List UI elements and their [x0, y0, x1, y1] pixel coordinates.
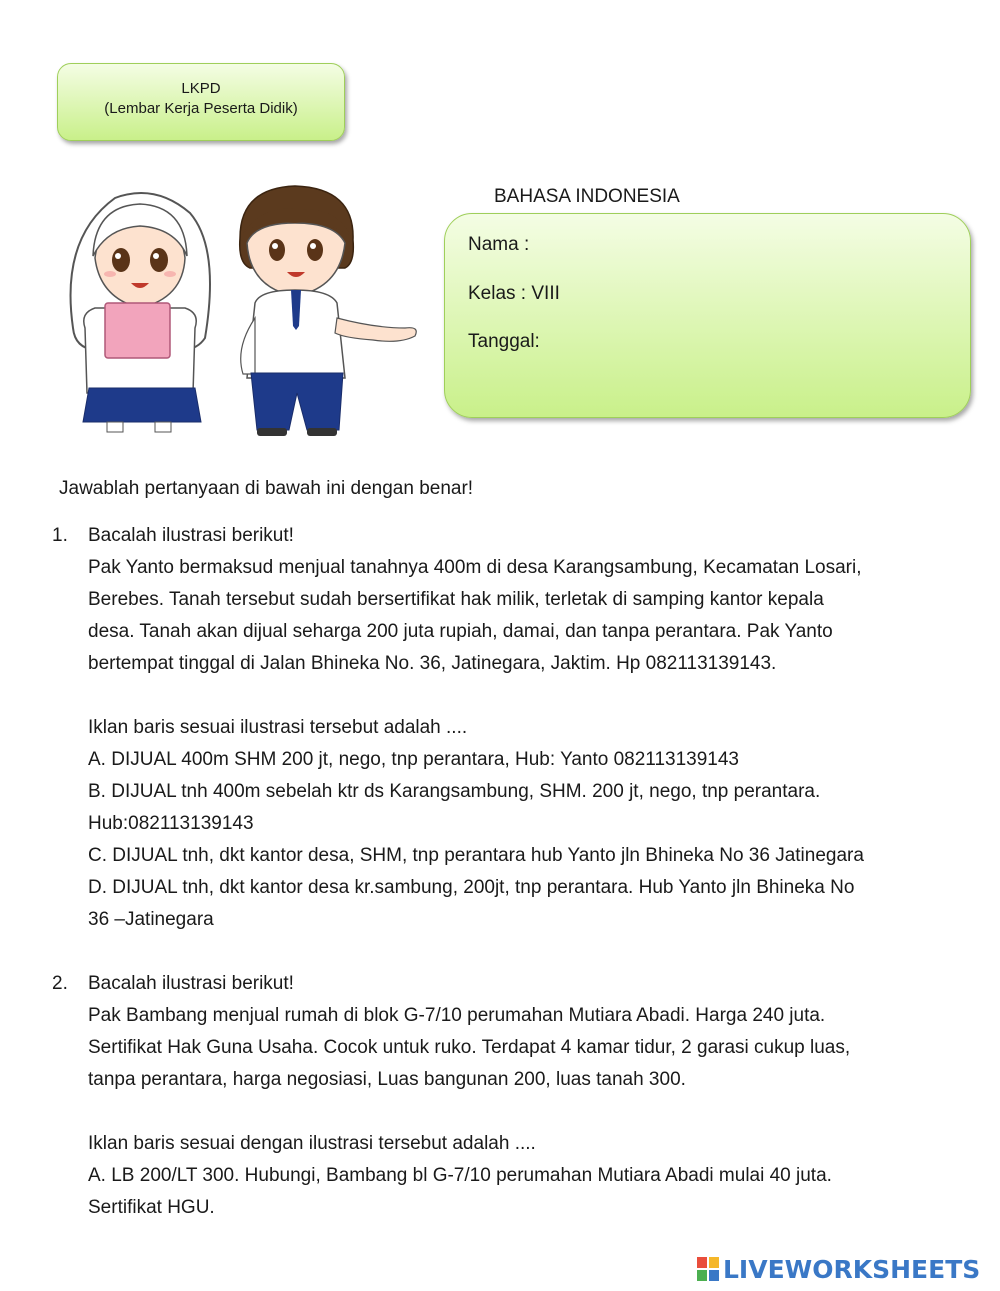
student-info-box	[444, 213, 971, 418]
question-line: Bacalah ilustrasi berikut!	[88, 973, 294, 994]
answer-option-b-cont: Hub:082113139143	[88, 813, 254, 834]
answer-option-a-cont: Sertifikat HGU.	[88, 1197, 215, 1218]
answer-option-a: A. LB 200/LT 300. Hubungi, Bambang bl G-7/10 perumahan Mutiara Abadi mulai 40 juta.	[88, 1165, 832, 1186]
answer-option-d: D. DIJUAL tnh, dkt kantor desa kr.sambung, 200jt, tnp perantara. Hub Yanto jln Bhineka No	[88, 877, 855, 898]
question-number: 1.	[52, 525, 68, 546]
girl-character	[71, 193, 210, 432]
question-line: desa. Tanah akan dijual seharga 200 juta rupiah, damai, dan tanpa perantara. Pak Yanto	[88, 621, 833, 642]
nama-label: Nama :	[468, 234, 530, 255]
question-2	[52, 968, 952, 1224]
liveworksheets-wordmark: LIVEWORKSHEETS	[723, 1254, 981, 1284]
question-line: Sertifikat Hak Guna Usaha. Cocok untuk ruko. Terdapat 4 kamar tidur, 2 garasi cukup luas,	[88, 1037, 851, 1058]
subject-title: BAHASA INDONESIA	[494, 186, 680, 207]
students-illustration	[55, 178, 425, 440]
question-number: 2.	[52, 973, 68, 994]
lkpd-subtitle: (Lembar Kerja Peserta Didik)	[104, 100, 298, 117]
liveworksheets-logo	[697, 1254, 980, 1284]
answer-option-a: A. DIJUAL 400m SHM 200 jt, nego, tnp perantara, Hub: Yanto 082113139143	[88, 749, 740, 770]
answer-option-c: C. DIJUAL tnh, dkt kantor desa, SHM, tnp perantara hub Yanto jln Bhineka No 36 Jatinegara	[88, 845, 864, 866]
question-line: Pak Yanto bermaksud menjual tanahnya 400m di desa Karangsambung, Kecamatan Losari,	[88, 557, 862, 578]
liveworksheets-icon	[697, 1257, 719, 1281]
lkpd-header-box	[57, 63, 345, 141]
boy-character	[240, 186, 417, 436]
question-line: tanpa perantara, harga negosiasi, Luas bangunan 200, luas tanah 300.	[88, 1069, 686, 1090]
question-line: Bacalah ilustrasi berikut!	[88, 525, 294, 546]
question-line: bertempat tinggal di Jalan Bhineka No. 36, Jatinegara, Jaktim. Hp 082113139143.	[88, 653, 777, 674]
tanggal-label: Tanggal:	[468, 331, 540, 352]
instruction-text: Jawablah pertanyaan di bawah ini dengan benar!	[59, 478, 474, 499]
kelas-label: Kelas : VIII	[468, 283, 560, 304]
question-prompt: Iklan baris sesuai dengan ilustrasi tersebut adalah ....	[88, 1133, 536, 1154]
question-line: Pak Bambang menjual rumah di blok G-7/10 perumahan Mutiara Abadi. Harga 240 juta.	[88, 1005, 826, 1026]
lkpd-title: LKPD	[181, 80, 221, 97]
answer-option-d-cont: 36 –Jatinegara	[88, 909, 214, 930]
question-line: Berebes. Tanah tersebut sudah bersertifikat hak milik, terletak di samping kantor kepala	[88, 589, 824, 610]
question-1	[52, 520, 952, 936]
answer-option-b: B. DIJUAL tnh 400m sebelah ktr ds Karangsambung, SHM. 200 jt, nego, tnp perantara.	[88, 781, 821, 802]
question-prompt: Iklan baris sesuai ilustrasi tersebut adalah ....	[88, 717, 468, 738]
